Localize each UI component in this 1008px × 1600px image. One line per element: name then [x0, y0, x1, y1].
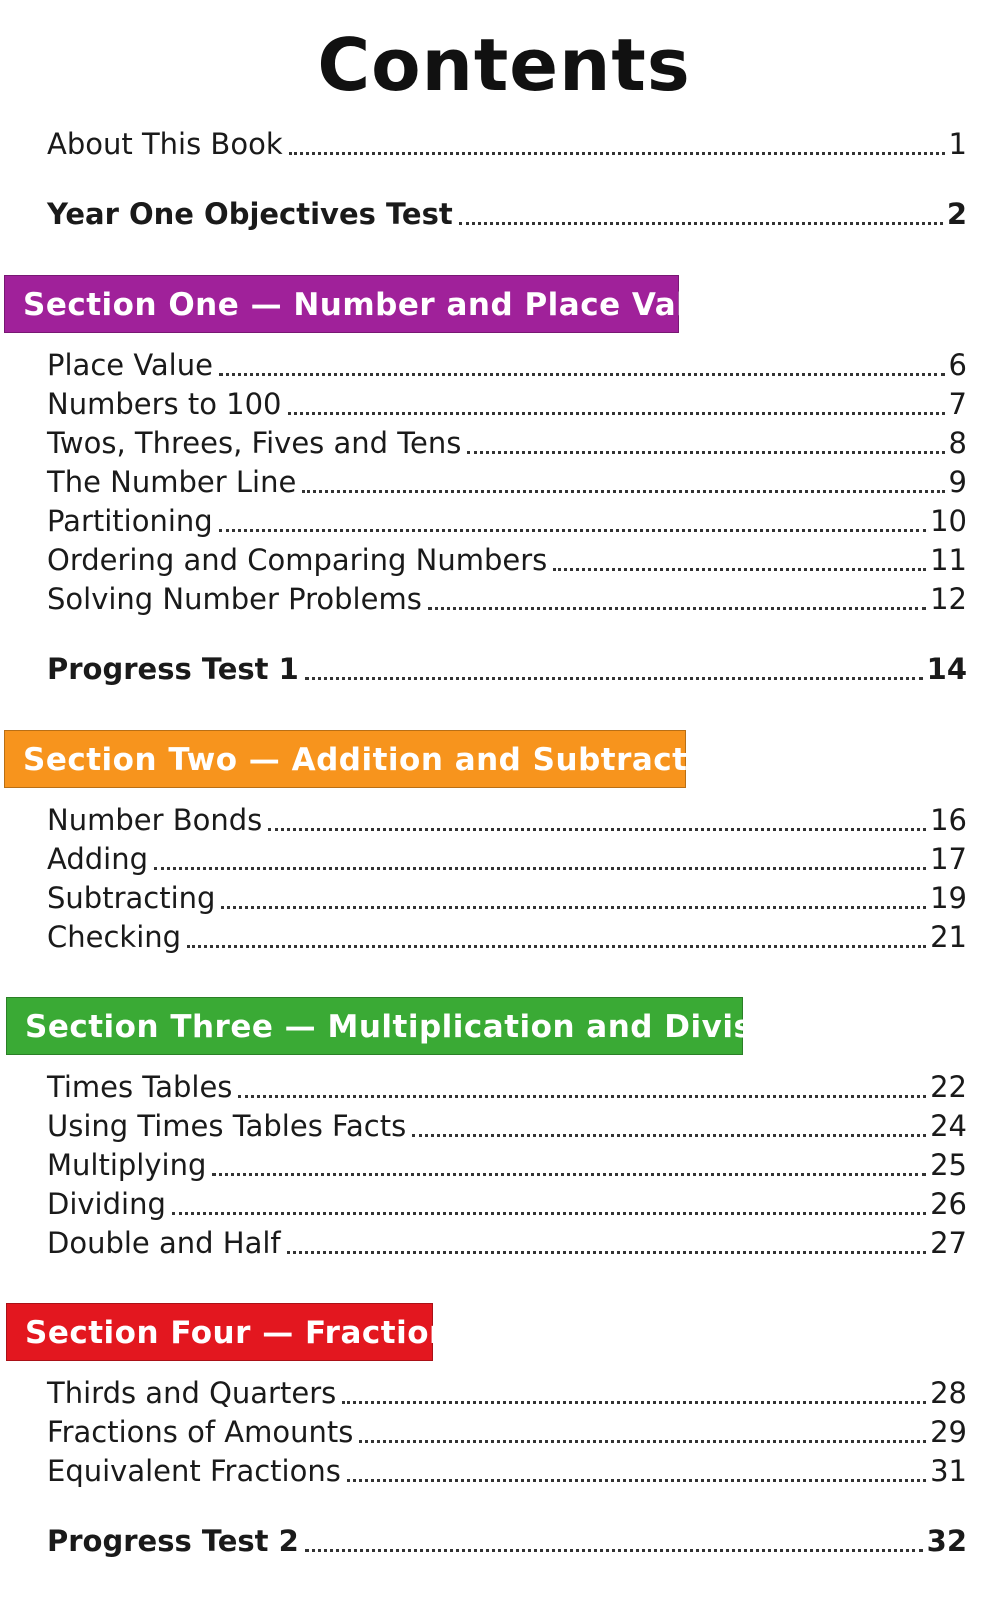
dot-leader — [359, 1440, 926, 1443]
entry-label: The Number Line — [47, 465, 297, 499]
toc-entry[interactable] — [47, 501, 967, 541]
entry-label: Number Bonds — [47, 803, 263, 837]
section-four-banner: Section Four — Fractions — [6, 1303, 433, 1361]
toc-entry-progress-test-1[interactable] — [47, 649, 967, 689]
entry-label: Progress Test 1 — [47, 652, 299, 686]
toc-entry[interactable] — [47, 1373, 967, 1413]
entry-page: 28 — [930, 1376, 967, 1410]
entry-label: Fractions of Amounts — [47, 1415, 354, 1449]
dot-leader — [238, 1095, 926, 1098]
toc-entry[interactable] — [47, 1145, 967, 1185]
toc-entry[interactable] — [47, 1451, 967, 1491]
entry-label: Year One Objectives Test — [47, 197, 453, 231]
entry-label: Ordering and Comparing Numbers — [47, 543, 548, 577]
dot-leader — [212, 1173, 926, 1176]
entry-label: Partitioning — [47, 504, 213, 538]
toc-entry[interactable] — [47, 878, 967, 918]
toc-entry[interactable] — [47, 1067, 967, 1107]
entry-page: 9 — [948, 465, 967, 499]
entry-label: Dividing — [47, 1187, 166, 1221]
toc-entry[interactable] — [47, 384, 967, 424]
dot-leader — [412, 1134, 926, 1137]
toc-entry-objectives-test[interactable] — [47, 194, 967, 234]
toc-entry[interactable] — [47, 345, 967, 385]
dot-leader — [428, 607, 926, 610]
dot-leader — [287, 1251, 926, 1254]
entry-page: 11 — [930, 543, 967, 577]
entry-page: 1 — [948, 127, 967, 161]
entry-page: 14 — [926, 652, 967, 686]
toc-entry[interactable] — [47, 1106, 967, 1146]
toc-entry[interactable] — [47, 1412, 967, 1452]
entry-label: Checking — [47, 920, 182, 954]
dot-leader — [347, 1479, 926, 1482]
entry-label: Equivalent Fractions — [47, 1454, 341, 1488]
section-one-banner: Section One — Number and Place Value — [4, 275, 679, 333]
section-three-banner: Section Three — Multiplication and Division — [6, 997, 743, 1055]
entry-label: Using Times Tables Facts — [47, 1109, 407, 1143]
dot-leader — [172, 1212, 926, 1215]
toc-entry-progress-test-2[interactable] — [47, 1521, 967, 1561]
entry-page: 12 — [930, 582, 967, 616]
entry-page: 24 — [930, 1109, 967, 1143]
entry-label: Solving Number Problems — [47, 582, 422, 616]
entry-label: Multiplying — [47, 1148, 207, 1182]
section-two-banner: Section Two — Addition and Subtraction — [4, 730, 686, 788]
entry-page: 22 — [930, 1070, 967, 1104]
entry-page: 29 — [930, 1415, 967, 1449]
entry-page: 6 — [948, 348, 967, 382]
toc-entry[interactable] — [47, 839, 967, 879]
entry-label: Thirds and Quarters — [47, 1376, 337, 1410]
entry-page: 25 — [930, 1148, 967, 1182]
entry-label: Twos, Threes, Fives and Tens — [47, 426, 462, 460]
entry-page: 21 — [930, 920, 967, 954]
dot-leader — [553, 568, 926, 571]
dot-leader — [305, 677, 923, 680]
page-title: Contents — [317, 23, 691, 107]
toc-entry[interactable] — [47, 423, 967, 463]
dot-leader — [268, 828, 926, 831]
entry-label: Place Value — [47, 348, 213, 382]
dot-leader — [302, 490, 944, 493]
dot-leader — [467, 451, 944, 454]
entry-page: 16 — [930, 803, 967, 837]
entry-page: 7 — [948, 387, 967, 421]
toc-entry[interactable] — [47, 917, 967, 957]
dot-leader — [459, 222, 943, 225]
toc-entry[interactable] — [47, 1184, 967, 1224]
entry-page: 26 — [930, 1187, 967, 1221]
dot-leader — [187, 945, 926, 948]
toc-entry[interactable] — [47, 579, 967, 619]
dot-leader — [289, 152, 945, 155]
toc-entry[interactable] — [47, 540, 967, 580]
dot-leader — [154, 867, 926, 870]
dot-leader — [288, 412, 945, 415]
entry-page: 27 — [930, 1226, 967, 1260]
dot-leader — [305, 1549, 923, 1552]
toc-entry[interactable] — [47, 800, 967, 840]
toc-entry[interactable] — [47, 1223, 967, 1263]
dot-leader — [219, 373, 945, 376]
entry-page: 31 — [930, 1454, 967, 1488]
entry-label: Double and Half — [47, 1226, 281, 1260]
entry-page: 17 — [930, 842, 967, 876]
dot-leader — [219, 529, 926, 532]
entry-label: Adding — [47, 842, 148, 876]
toc-entry[interactable] — [47, 462, 967, 502]
entry-label: Subtracting — [47, 881, 216, 915]
entry-page: 2 — [946, 197, 967, 231]
dot-leader — [221, 906, 926, 909]
entry-page: 32 — [926, 1524, 967, 1558]
entry-label: About This Book — [47, 127, 283, 161]
entry-page: 8 — [948, 426, 967, 460]
entry-label: Numbers to 100 — [47, 387, 282, 421]
toc-entry-about-this-book[interactable] — [47, 124, 967, 164]
entry-label: Times Tables — [47, 1070, 233, 1104]
entry-label: Progress Test 2 — [47, 1524, 299, 1558]
dot-leader — [342, 1401, 926, 1404]
entry-page: 10 — [930, 504, 967, 538]
entry-page: 19 — [930, 881, 967, 915]
